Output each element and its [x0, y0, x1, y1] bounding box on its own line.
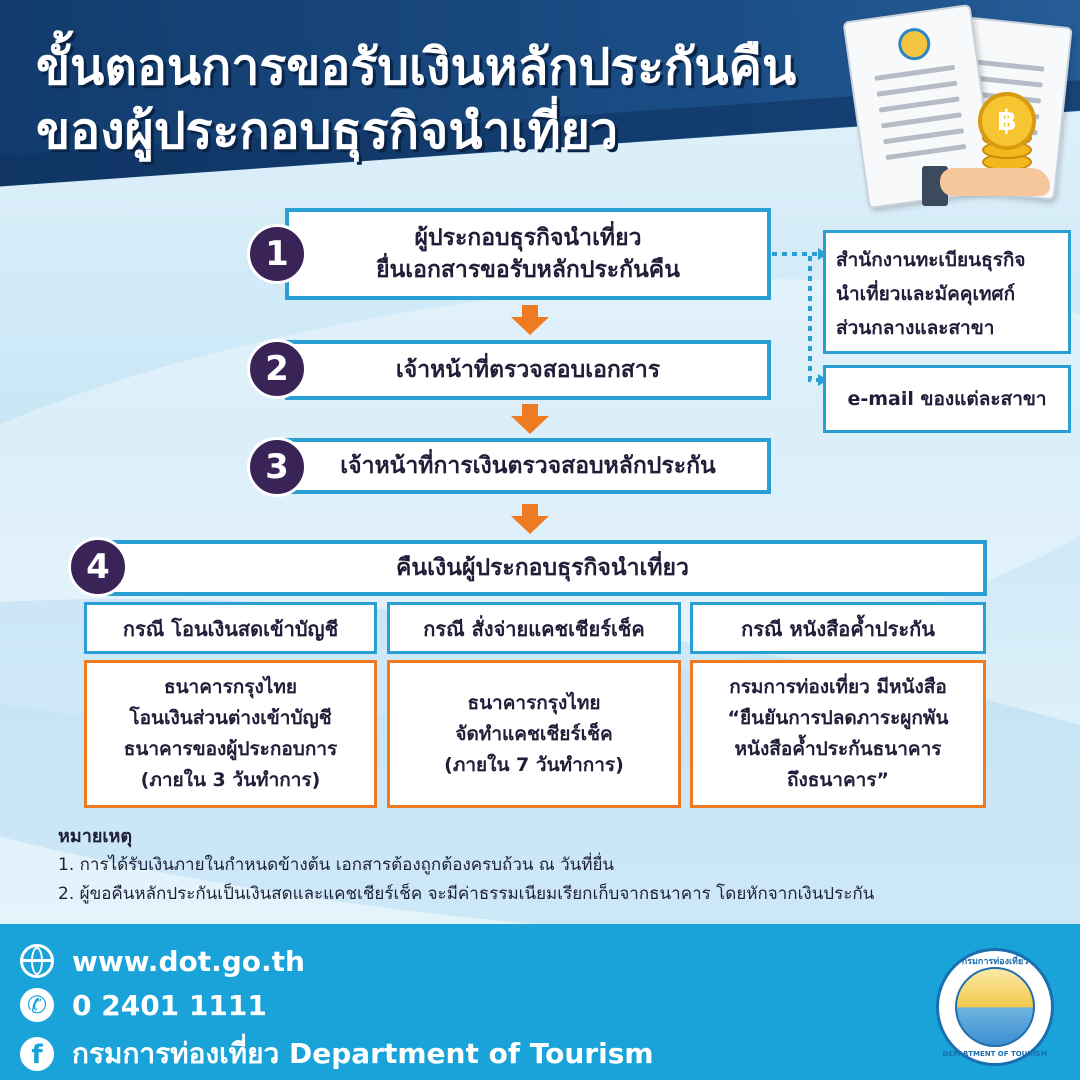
channel-email-label: e-mail ของแต่ละสาขา	[847, 388, 1047, 410]
step-1-box	[285, 208, 771, 300]
detail-line: ธนาคารกรุงไทย	[163, 676, 298, 698]
step-4-number: 4	[68, 537, 128, 597]
page-title-line2: ของผู้ประกอบธุรกิจนำเที่ยว	[36, 102, 619, 160]
detail-line: กรมการท่องเที่ยว มีหนังสือ	[729, 676, 947, 698]
detail-line: (ภายใน 3 วันทำการ)	[140, 769, 321, 791]
step-3-line1: เจ้าหน้าที่การเงินตรวจสอบหลักประกัน	[340, 453, 716, 479]
step-2-box	[285, 340, 771, 400]
detail-line: (ภายใน 7 วันทำการ)	[444, 753, 624, 776]
footer-facebook-row[interactable]	[20, 1032, 654, 1076]
footer-phone-row[interactable]	[20, 988, 267, 1022]
phone-number[interactable]: 0 2401 1111	[72, 988, 267, 1022]
channel-office-line2: นำเที่ยวและมัคคุเทศก์	[836, 283, 1016, 305]
case-cheque-detail	[387, 660, 681, 808]
department-of-tourism-logo	[936, 948, 1054, 1066]
step-2-number: 2	[247, 339, 307, 399]
step-3-box	[285, 438, 771, 494]
case-transfer-detail	[84, 660, 377, 808]
baht-coin-icon: ฿	[978, 92, 1036, 150]
step-1-number: 1	[247, 224, 307, 284]
step-4-line1: คืนเงินผู้ประกอบธุรกิจนำเที่ยว	[396, 555, 689, 581]
detail-line: “ยืนยันการปลดภาระผูกพัน	[727, 707, 949, 729]
logo-emblem	[955, 967, 1035, 1047]
note-item-1: 1. การได้รับเงินภายในกำหนดข้างต้น เอกสารต้องถูกต้องครบถ้วน ณ วันที่ยื่น	[58, 855, 615, 875]
notes-heading: หมายเหตุ	[58, 826, 133, 847]
footer	[0, 924, 1080, 1080]
step-2-line1: เจ้าหน้าที่ตรวจสอบเอกสาร	[395, 357, 661, 383]
case-cheque-label: กรณี สั่งจ่ายแคชเชียร์เช็ค	[387, 602, 681, 654]
detail-line: จัดทำแคชเชียร์เช็ค	[455, 722, 613, 745]
arrow-down-icon	[511, 305, 549, 335]
facebook-page-link[interactable]: กรมการท่องเที่ยว Department of Tourism	[72, 1037, 654, 1070]
website-link[interactable]: www.dot.go.th	[72, 944, 305, 978]
logo-text-bottom: DEPARTMENT OF TOURISM	[942, 1050, 1048, 1058]
detail-line: โอนเงินส่วนต่างเข้าบัญชี	[129, 707, 332, 729]
arrow-down-icon	[511, 404, 549, 434]
facebook-icon	[20, 1037, 54, 1071]
footer-website-row[interactable]	[20, 944, 305, 978]
arrow-down-icon	[511, 504, 549, 534]
phone-icon	[20, 988, 54, 1022]
step-1-line1: ผู้ประกอบธุรกิจนำเที่ยว	[414, 225, 642, 251]
step-1-line2: ยื่นเอกสารขอรับหลักประกันคืน	[376, 257, 680, 283]
channel-office-box	[823, 230, 1071, 354]
detail-line: ธนาคารกรุงไทย	[467, 691, 601, 714]
logo-text-top: กรมการท่องเที่ยว	[961, 957, 1029, 967]
channel-office-line3: ส่วนกลางและสาขา	[836, 317, 995, 339]
dotted-connector	[770, 240, 830, 390]
hand-icon	[940, 168, 1050, 196]
detail-line: ถึงธนาคาร”	[786, 769, 890, 791]
channel-email-box	[823, 365, 1071, 433]
detail-line: หนังสือค้ำประกันธนาคาร	[734, 738, 942, 760]
channel-office-line1: สำนักงานทะเบียนธุรกิจ	[836, 249, 1026, 271]
case-guarantee-label: กรณี หนังสือค้ำประกัน	[690, 602, 986, 654]
case-guarantee-detail	[690, 660, 986, 808]
globe-icon	[20, 944, 54, 978]
detail-line: ธนาคารของผู้ประกอบการ	[123, 738, 338, 760]
note-item-2: 2. ผู้ขอคืนหลักประกันเป็นเงินสดและแคชเชียร์เช็ค จะมีค่าธรรมเนียมเรียกเก็บจากธนาคาร โดยหักจากเงินประกัน	[58, 884, 875, 904]
notes-section	[58, 822, 874, 909]
case-transfer-label: กรณี โอนเงินสดเข้าบัญชี	[84, 602, 377, 654]
step-3-number: 3	[247, 437, 307, 497]
step-4-box	[98, 540, 987, 596]
page-title-line1: ขั้นตอนการขอรับเงินหลักประกันคืน	[36, 38, 797, 96]
